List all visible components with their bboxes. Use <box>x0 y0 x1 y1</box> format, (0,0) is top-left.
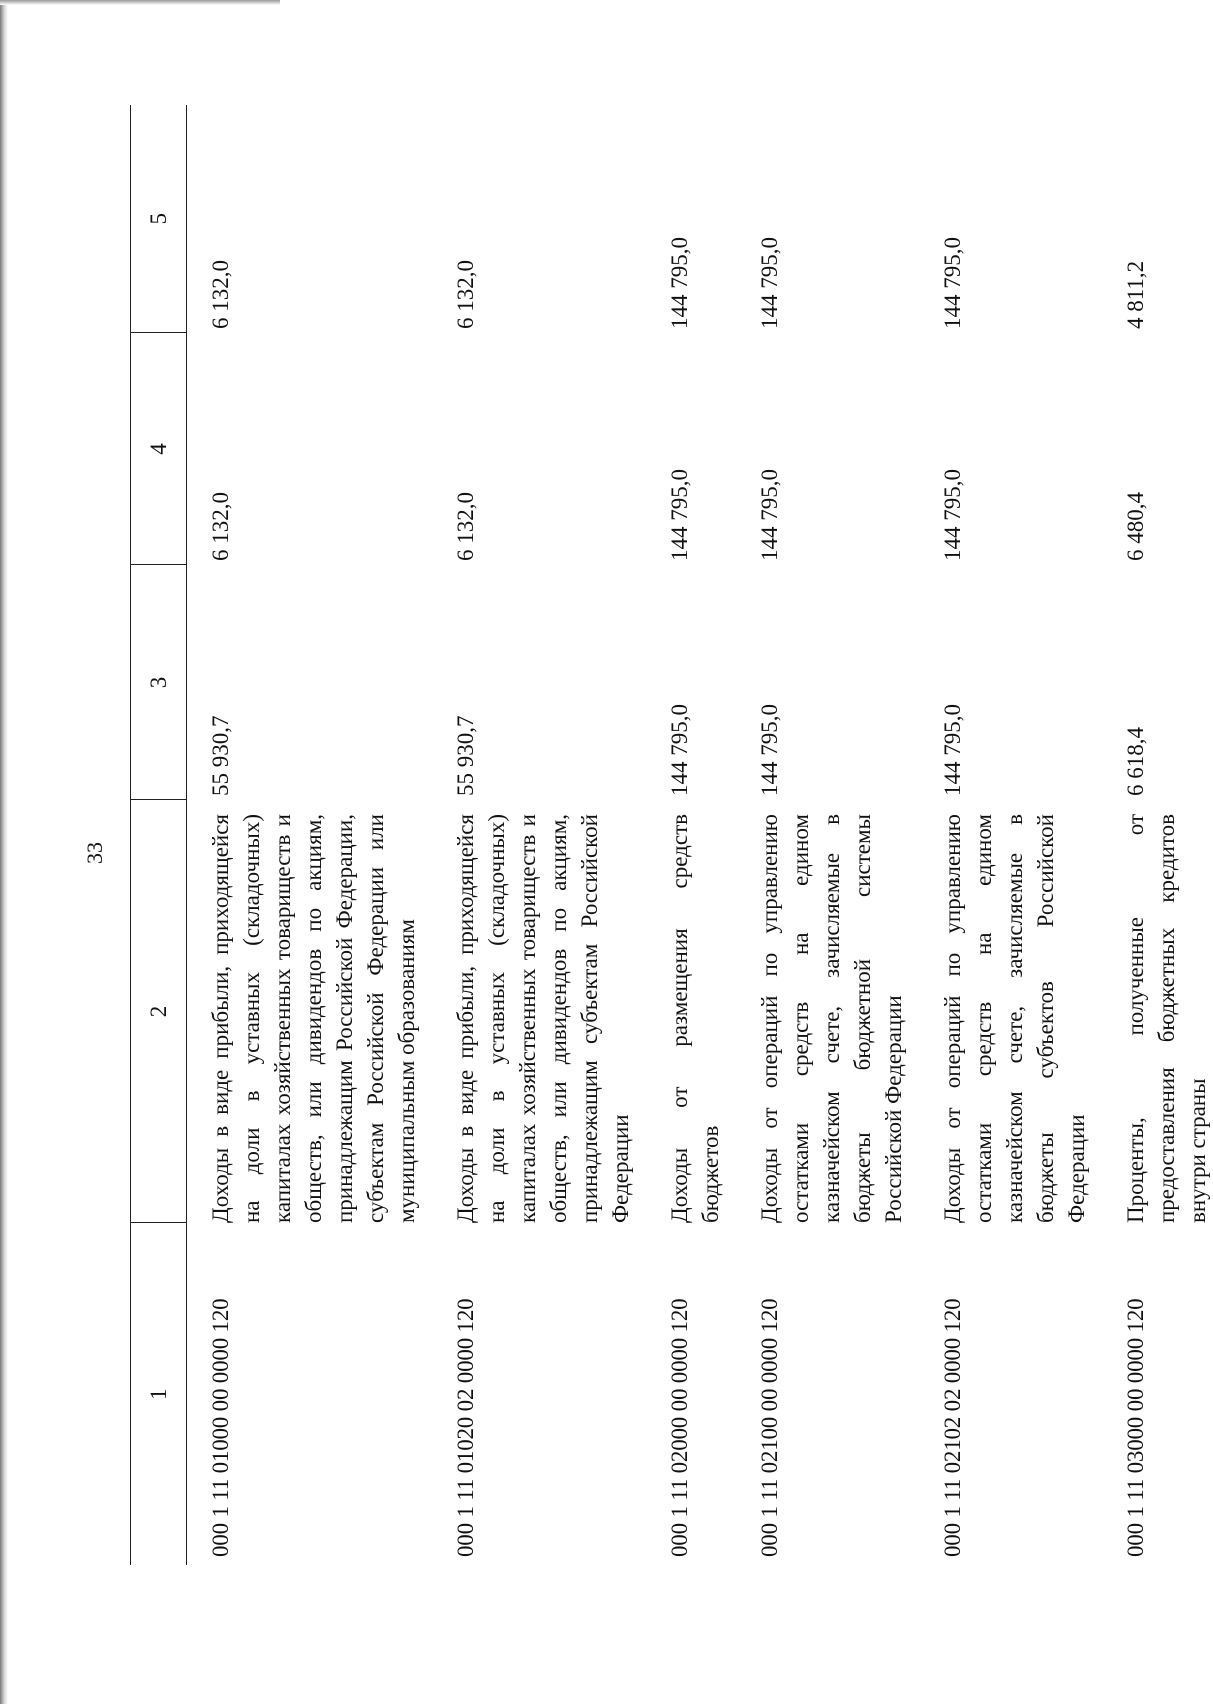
budget-code: 000 1 11 02000 00 0000 120 <box>667 1298 692 1557</box>
value-col-3: 144 795,0 <box>667 704 692 796</box>
budget-code: 000 1 11 01000 00 0000 120 <box>208 1298 233 1557</box>
value-col-4: 144 795,0 <box>667 469 692 561</box>
revenue-name: Доходы в виде прибыли, приходящейся на доли в уставных (складочных) капиталах хозяйственных товариществ и обществ, или дивидендов по акциям, принадлежащим Российской Федерации, субъектам Российской Федерации или муниципальным образованиям <box>208 814 419 1223</box>
value-col-5: 6 132,0 <box>208 260 233 329</box>
header-col-3: 3 <box>131 565 187 800</box>
budget-code: 000 1 11 01020 02 0000 120 <box>453 1298 478 1557</box>
value-col-5: 144 795,0 <box>667 237 692 329</box>
table-row <box>1120 105 1213 1565</box>
value-col-4: 6 480,4 <box>1123 492 1148 561</box>
table-row <box>937 105 1120 1565</box>
budget-code: 000 1 11 02102 02 0000 120 <box>940 1298 965 1557</box>
rotated-table-container <box>130 105 1210 1565</box>
table-row <box>754 105 937 1565</box>
table-header-row <box>131 105 187 1565</box>
value-col-3: 6 618,4 <box>1123 727 1148 796</box>
budget-code: 000 1 11 03000 00 0000 120 <box>1123 1298 1148 1557</box>
value-col-5: 4 811,2 <box>1123 260 1148 329</box>
value-col-4: 6 132,0 <box>453 492 478 561</box>
table-row <box>664 105 754 1565</box>
page-number-text: 33 <box>82 842 107 864</box>
revenue-name: Доходы от размещения средств бюджетов <box>667 814 723 1223</box>
header-col-2: 2 <box>131 800 187 1223</box>
table-row <box>450 105 664 1565</box>
budget-revenue-table <box>130 105 1213 1565</box>
value-col-3: 144 795,0 <box>940 704 965 796</box>
revenue-name: Доходы от операций по управлению остатками средств на едином казначейском счете, зачисляемые в бюджеты бюджетной системы Российской Федерации <box>757 814 906 1223</box>
value-col-3: 55 930,7 <box>453 715 478 796</box>
value-col-5: 6 132,0 <box>453 260 478 329</box>
value-col-4: 144 795,0 <box>757 469 782 561</box>
revenue-name: Доходы от операций по управлению остатками средств на едином казначейском счете, зачисляемые в бюджеты субъектов Российской Федерации <box>940 814 1089 1223</box>
value-col-3: 55 930,7 <box>208 715 233 796</box>
revenue-name: Проценты, полученные от предоставления бюджетных кредитов внутри страны <box>1123 814 1210 1223</box>
table-row <box>187 105 451 1565</box>
value-col-3: 144 795,0 <box>757 704 782 796</box>
header-col-5: 5 <box>131 105 187 333</box>
header-col-4: 4 <box>131 333 187 565</box>
scan-edge-left <box>0 0 8 1704</box>
scan-edge-top <box>0 0 280 5</box>
budget-code: 000 1 11 02100 00 0000 120 <box>757 1298 782 1557</box>
value-col-5: 144 795,0 <box>940 237 965 329</box>
value-col-4: 144 795,0 <box>940 469 965 561</box>
revenue-name: Доходы в виде прибыли, приходящейся на доли в уставных (складочных) капиталах хозяйственных товариществ и обществ, или дивидендов по акциям, принадлежащим субъектам Российской Федерации <box>453 814 633 1223</box>
value-col-5: 144 795,0 <box>757 237 782 329</box>
header-col-1: 1 <box>131 1223 187 1565</box>
value-col-4: 6 132,0 <box>208 492 233 561</box>
